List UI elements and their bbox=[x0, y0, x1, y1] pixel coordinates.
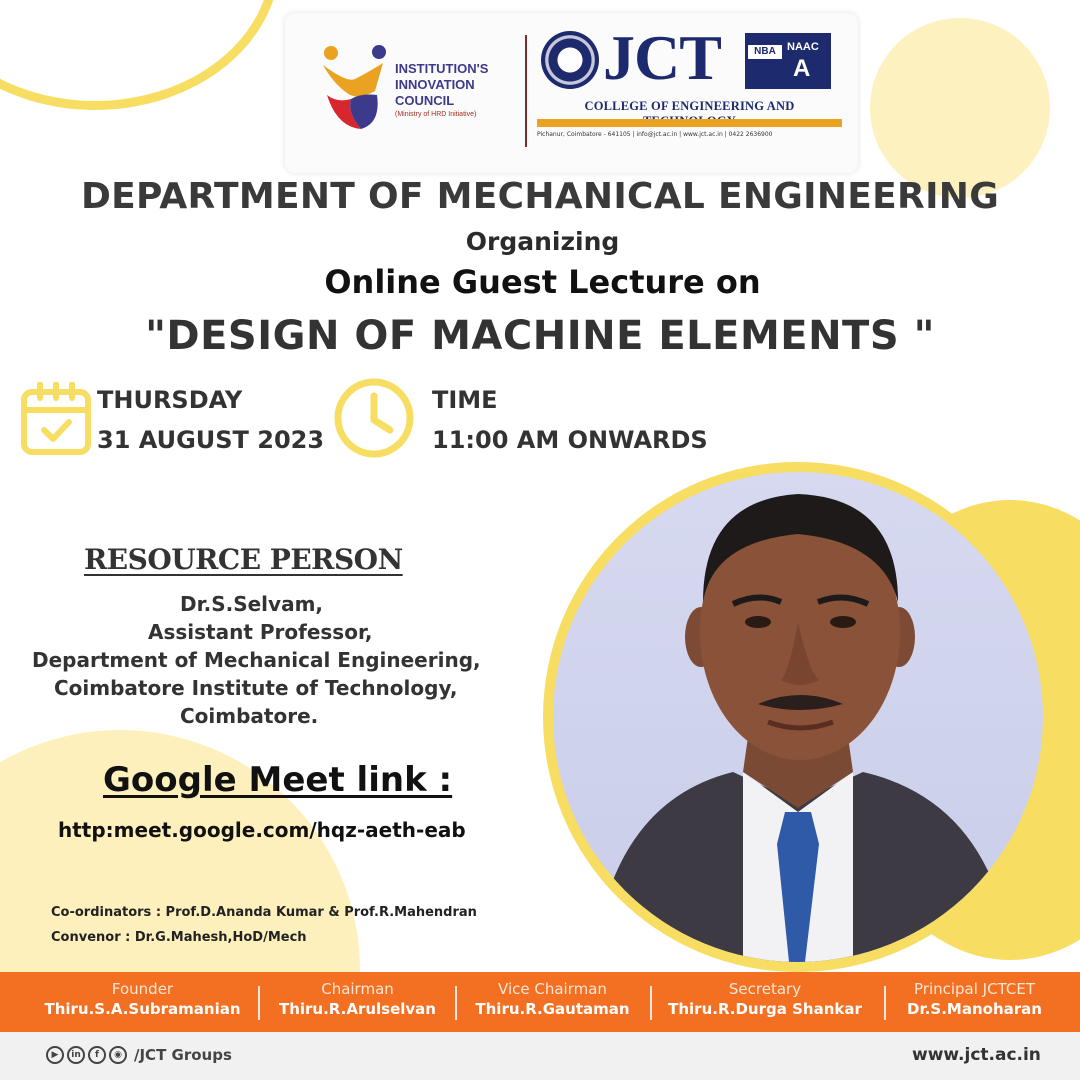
linkedin-icon[interactable]: in bbox=[67, 1046, 85, 1064]
decorative-circle bbox=[870, 18, 1050, 198]
iic-emblem-icon bbox=[317, 43, 389, 135]
jct-emblem-icon bbox=[541, 31, 599, 89]
officer-role: Founder bbox=[111, 980, 174, 998]
officer-founder bbox=[40, 979, 245, 1019]
meet-link[interactable]: http:meet.google.com/hqz-aeth-eab bbox=[58, 818, 466, 842]
speaker-designation: Assistant Professor, bbox=[148, 620, 373, 644]
iic-logo bbox=[317, 43, 517, 138]
naac-grade: A bbox=[793, 55, 811, 82]
footer-separator bbox=[455, 986, 457, 1020]
department-title: DEPARTMENT OF MECHANICAL ENGINEERING bbox=[80, 176, 1000, 217]
coordinators-text: Co-ordinators : Prof.D.Ananda Kumar & Prof.R.Mahendran bbox=[51, 905, 477, 920]
time-value: 11:00 AM ONWARDS bbox=[432, 426, 708, 454]
college-address: Pichanur, Coimbatore - 641105 | info@jct.ac.in | www.jct.ac.in | 0422 2636900 bbox=[537, 131, 773, 138]
resource-person-details bbox=[20, 590, 540, 730]
social-links bbox=[46, 1046, 232, 1064]
officer-name: Thiru.R.Durga Shankar bbox=[668, 1000, 862, 1018]
decorative-ring bbox=[0, 0, 280, 110]
officer-role: Chairman bbox=[321, 980, 394, 998]
instagram-icon[interactable]: ◉ bbox=[109, 1046, 127, 1064]
accreditation-badge bbox=[745, 33, 831, 89]
speaker-photo bbox=[553, 472, 1043, 962]
logo-banner bbox=[285, 13, 858, 173]
naac-badge: NAAC bbox=[787, 41, 819, 53]
logo-strip bbox=[537, 119, 842, 127]
footer-separator bbox=[258, 986, 260, 1020]
officer-role: Vice Chairman bbox=[498, 980, 607, 998]
event-time bbox=[432, 380, 708, 460]
jct-wordmark: JCT bbox=[603, 22, 721, 93]
officer-chairman bbox=[270, 979, 445, 1019]
footer-separator bbox=[884, 986, 886, 1020]
clock-icon bbox=[332, 376, 416, 460]
iic-line: INNOVATION bbox=[395, 77, 475, 92]
organizing-label: Organizing bbox=[465, 227, 620, 256]
officer-role: Secretary bbox=[728, 980, 802, 998]
event-day: THURSDAY bbox=[97, 386, 243, 414]
speaker-city: Coimbatore. bbox=[180, 704, 319, 728]
footer-separator bbox=[650, 986, 652, 1020]
speaker-name: Dr.S.Selvam, bbox=[180, 592, 324, 616]
facebook-icon[interactable]: f bbox=[88, 1046, 106, 1064]
meet-link-heading: Google Meet link : bbox=[103, 760, 453, 800]
event-date-value: 31 AUGUST 2023 bbox=[97, 426, 325, 454]
officer-name: Thiru.S.A.Subramanian bbox=[44, 1000, 241, 1018]
time-label: TIME bbox=[432, 386, 498, 414]
nba-badge: NBA bbox=[748, 45, 782, 59]
lecture-topic: "DESIGN OF MACHINE ELEMENTS " bbox=[145, 313, 935, 359]
social-handle: /JCT Groups bbox=[134, 1046, 232, 1064]
speaker-portrait bbox=[553, 472, 1043, 962]
event-date bbox=[97, 380, 324, 460]
speaker-department: Department of Mechanical Engineering, bbox=[32, 648, 481, 672]
website-link[interactable]: www.jct.ac.in bbox=[912, 1045, 1041, 1065]
iic-text bbox=[395, 61, 488, 118]
iic-subtitle: (Ministry of HRD Initiative) bbox=[395, 111, 477, 118]
officer-name: Thiru.R.Arulselvan bbox=[278, 1000, 436, 1018]
iic-line: INSTITUTION'S bbox=[395, 61, 489, 76]
jct-logo bbox=[537, 22, 842, 162]
college-name: COLLEGE OF ENGINEERING AND bbox=[584, 99, 795, 113]
officer-secretary bbox=[660, 979, 870, 1019]
speaker-institute: Coimbatore Institute of Technology, bbox=[54, 676, 458, 700]
convenor-text: Convenor : Dr.G.Mahesh,HoD/Mech bbox=[51, 930, 307, 945]
officer-vice-chairman bbox=[465, 979, 640, 1019]
resource-person-heading: RESOURCE PERSON bbox=[84, 543, 403, 576]
coordination-info bbox=[51, 900, 477, 950]
officer-name: Dr.S.Manoharan bbox=[907, 1000, 1042, 1018]
officer-principal bbox=[892, 979, 1057, 1019]
iic-line: COUNCIL bbox=[395, 93, 455, 108]
lecture-title: Online Guest Lecture on bbox=[324, 263, 761, 301]
logo-divider bbox=[525, 35, 527, 147]
calendar-icon bbox=[20, 382, 92, 456]
youtube-icon[interactable]: ▶ bbox=[46, 1046, 64, 1064]
officer-name: Thiru.R.Gautaman bbox=[475, 1000, 630, 1018]
officer-role: Principal JCTCET bbox=[914, 980, 1035, 998]
